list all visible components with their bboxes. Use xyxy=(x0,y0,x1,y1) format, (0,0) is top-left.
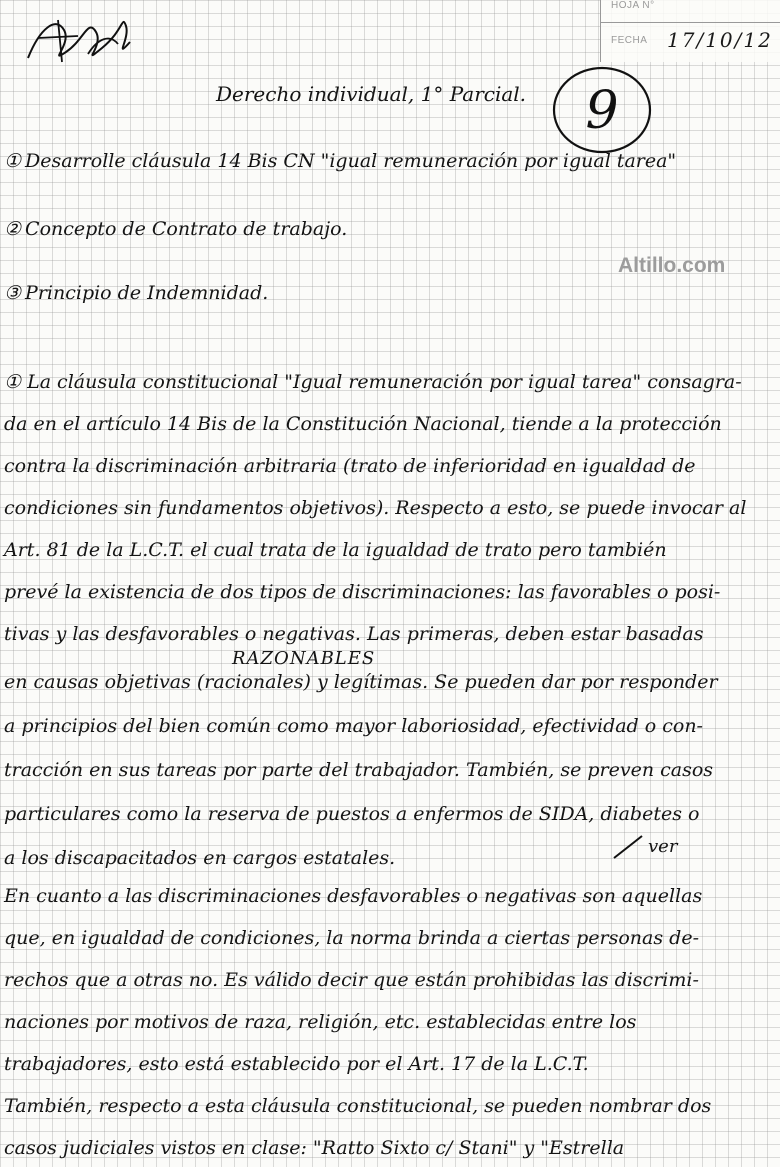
answer-line: particulares como la reserva de puestos a enfermos de SIDA, diabetes o xyxy=(4,803,700,825)
answer-line: casos judiciales vistos en clase: "Ratto Sixto c/ Stani" y "Estrella xyxy=(4,1137,625,1159)
answer-line: a principios del bien común como mayor laboriosidad, efectividad o con- xyxy=(4,715,703,737)
answer-line: contra la discriminación arbitraria (trato de inferioridad en igualdad de xyxy=(4,455,696,477)
hoja-label: HOJA N° xyxy=(611,0,655,11)
fecha-label: FECHA xyxy=(611,35,648,46)
answer-line: que, en igualdad de condiciones, la norma brinda a ciertas personas de- xyxy=(4,927,699,949)
question-text: Desarrolle cláusula 14 Bis CN "igual remuneración por igual tarea" xyxy=(25,150,677,172)
watermark: Altillo.com xyxy=(618,254,726,277)
answer-line: rechos que a otras no. Es válido decir que están prohibidas las discrimi- xyxy=(4,969,699,991)
circled-grade xyxy=(550,62,658,162)
grade-value: 9 xyxy=(585,81,619,141)
header-form-box xyxy=(600,0,780,62)
answer-line: trabajadores, esto está establecido por el Art. 17 de la L.C.T. xyxy=(4,1053,589,1075)
signature-scribble xyxy=(18,8,138,72)
question-text: Principio de Indemnidad. xyxy=(25,282,269,304)
answer-line: tivas y las desfavorables o negativas. Las primeras, deben estar basadas xyxy=(4,623,704,645)
answer-line: condiciones sin fundamentos objetivos). Respecto a esto, se puede invocar al xyxy=(4,497,747,519)
answer-line: tracción en sus tareas por parte del trabajador. También, se preven casos xyxy=(4,759,714,781)
answer-line: en causas objetivas (racionales) y legítimas. Se pueden dar por responder xyxy=(4,671,718,693)
question-2 xyxy=(4,218,347,240)
question-number: ③ xyxy=(4,282,22,304)
question-number: ② xyxy=(4,218,22,240)
question-number: ① xyxy=(4,150,22,172)
page-title: Derecho individual, 1° Parcial. xyxy=(216,82,527,106)
fecha-value: 17/10/12 xyxy=(667,28,773,52)
annotation-razonables: RAZONABLES xyxy=(232,648,376,669)
question-text: Concepto de Contrato de trabajo. xyxy=(25,218,348,240)
answer-line: prevé la existencia de dos tipos de discriminaciones: las favorables o posi- xyxy=(4,581,721,603)
slash-mark xyxy=(610,832,646,862)
answer-line: Art. 81 de la L.C.T. el cual trata de la igualdad de trato pero también xyxy=(4,539,667,561)
answer-line: También, respecto a esta cláusula constitucional, se pueden nombrar dos xyxy=(4,1095,712,1117)
question-1 xyxy=(4,150,676,172)
answer-line: a los discapacitados en cargos estatales. xyxy=(4,847,396,869)
answer-line: En cuanto a las discriminaciones desfavorables o negativas son aquellas xyxy=(4,885,703,907)
answer-line: ① La cláusula constitucional "Igual remuneración por igual tarea" consagra- xyxy=(4,371,742,393)
answer-line: naciones por motivos de raza, religión, etc. establecidas entre los xyxy=(4,1011,637,1033)
answer-line: da en el artículo 14 Bis de la Constitución Nacional, tiende a la protección xyxy=(4,413,722,435)
annotation-ver: ver xyxy=(648,836,678,857)
question-3 xyxy=(4,282,268,304)
header-divider xyxy=(601,22,780,23)
